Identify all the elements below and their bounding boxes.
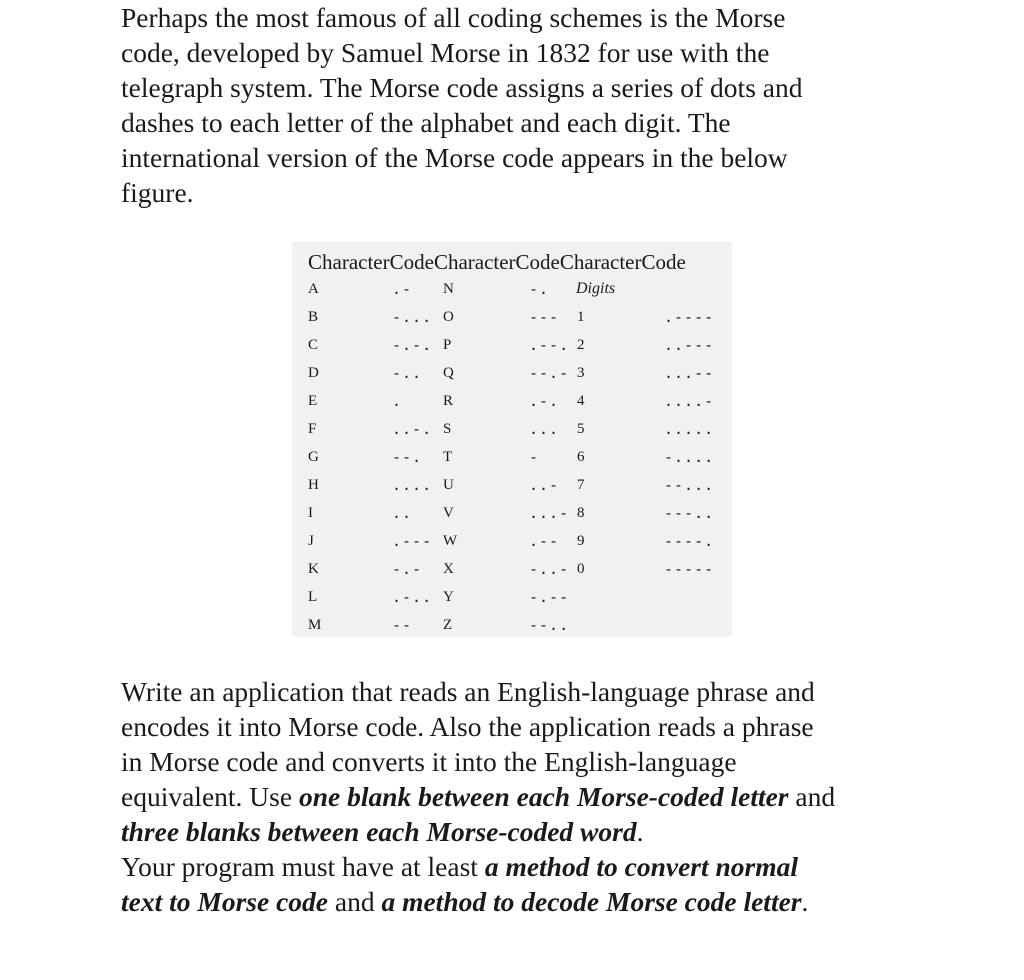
task-text: and [327, 886, 382, 917]
code-cell: ... [529, 420, 560, 438]
task-paragraph [121, 674, 921, 919]
code-cell: -... [392, 308, 433, 326]
code-cell: . [392, 392, 403, 410]
emphasis-word-spacing: three blanks between each Morse-coded word [121, 816, 637, 847]
character-cell: 4 [577, 393, 585, 409]
character-cell: 2 [577, 337, 585, 353]
character-cell: 7 [577, 477, 585, 493]
character-cell: B [308, 309, 319, 325]
character-cell: S [443, 421, 452, 437]
intro-line: telegraph system. The Morse code assigns a series of dots and [121, 72, 803, 103]
task-text: and [788, 781, 836, 812]
task-line [121, 849, 921, 884]
code-cell: - [529, 448, 540, 466]
character-cell: I [308, 505, 313, 521]
character-cell: A [308, 281, 319, 297]
code-cell: -..- [529, 560, 570, 578]
character-cell: M [308, 617, 322, 633]
intro-line: dashes to each letter of the alphabet and each digit. The [121, 107, 731, 138]
task-text: Your program must have at least [121, 851, 485, 882]
code-cell: --- [529, 308, 560, 326]
intro-line: code, developed by Samuel Morse in 1832 for use with the [121, 37, 770, 68]
character-cell: J [308, 533, 314, 549]
code-cell: .---- [664, 308, 715, 326]
character-cell: T [443, 449, 453, 465]
task-line [121, 779, 921, 814]
task-line: in Morse code and converts it into the English-language [121, 746, 737, 777]
code-cell: --.- [529, 364, 570, 382]
task-line [121, 884, 921, 919]
code-cell: .-- [529, 532, 560, 550]
emphasis-encode-method-cont: text to Morse code [121, 886, 328, 917]
emphasis-letter-spacing: one blank between each Morse-coded letter [298, 781, 789, 812]
emphasis-decode-method: a method to decode Morse code letter [381, 886, 802, 917]
task-line: encodes it into Morse code. Also the application reads a phrase [121, 711, 814, 742]
digits-label: Digits [576, 280, 616, 297]
code-cell: .- [392, 280, 413, 298]
code-cell: ...-- [664, 364, 715, 382]
character-cell: 0 [577, 561, 585, 577]
code-cell: .... [392, 476, 433, 494]
character-cell: 5 [577, 421, 585, 437]
code-cell: ..--- [664, 336, 715, 354]
code-cell: .-.. [392, 588, 433, 606]
character-cell: Q [443, 365, 454, 381]
character-cell: K [308, 561, 319, 577]
code-cell: -.... [664, 448, 715, 466]
code-cell: --... [664, 476, 715, 494]
emphasis-encode-method: a method to convert normal [484, 851, 799, 882]
task-text: . [801, 886, 809, 917]
task-line [121, 814, 921, 849]
code-cell: -.. [392, 364, 423, 382]
code-cell: .. [392, 504, 413, 522]
character-cell: P [443, 337, 452, 353]
character-cell: F [308, 421, 317, 437]
character-cell: R [443, 393, 454, 409]
character-cell: 8 [577, 505, 585, 521]
character-cell: W [443, 533, 458, 549]
morse-code-table [292, 242, 732, 637]
character-cell: H [308, 477, 319, 493]
code-cell: -.-. [392, 336, 433, 354]
character-cell: N [443, 281, 454, 297]
code-cell: ...- [529, 504, 570, 522]
intro-line: international version of the Morse code appears in the below [121, 142, 788, 173]
table-header: CharacterCodeCharacterCodeCharacterCode [308, 250, 686, 274]
code-cell: -. [529, 280, 550, 298]
intro-line: Perhaps the most famous of all coding schemes is the Morse [121, 2, 786, 33]
code-cell: --. [392, 448, 423, 466]
character-cell: E [308, 393, 318, 409]
task-line: Write an application that reads an English-language phrase and [121, 676, 815, 707]
character-cell: Z [443, 617, 453, 633]
task-text: equivalent. Use [121, 781, 299, 812]
character-cell: 1 [577, 309, 585, 325]
code-cell: ---.. [664, 504, 715, 522]
character-cell: 3 [577, 365, 585, 381]
intro-paragraph [121, 0, 921, 210]
code-cell: -.-- [529, 588, 570, 606]
character-cell: Y [443, 589, 454, 605]
character-cell: O [443, 309, 454, 325]
code-cell: ..-. [392, 420, 433, 438]
intro-line: figure. [121, 177, 194, 208]
code-cell: ..- [529, 476, 560, 494]
character-cell: L [308, 589, 318, 605]
code-cell: -.- [392, 560, 423, 578]
character-cell: 9 [577, 533, 585, 549]
code-cell: .--- [392, 532, 433, 550]
character-cell: U [443, 477, 454, 493]
character-cell: D [308, 365, 319, 381]
code-cell: ----. [664, 532, 715, 550]
code-cell: ..... [664, 420, 715, 438]
code-cell: .--. [529, 336, 570, 354]
code-cell: .-. [529, 392, 560, 410]
code-cell: ----- [664, 560, 715, 578]
character-cell: C [308, 337, 319, 353]
code-cell: ....- [664, 392, 715, 410]
character-cell: G [308, 449, 319, 465]
task-text: . [636, 816, 644, 847]
character-cell: V [443, 505, 454, 521]
character-cell: X [443, 561, 454, 577]
character-cell: 6 [577, 449, 585, 465]
code-cell: -- [392, 616, 413, 634]
code-cell: --.. [529, 616, 570, 634]
